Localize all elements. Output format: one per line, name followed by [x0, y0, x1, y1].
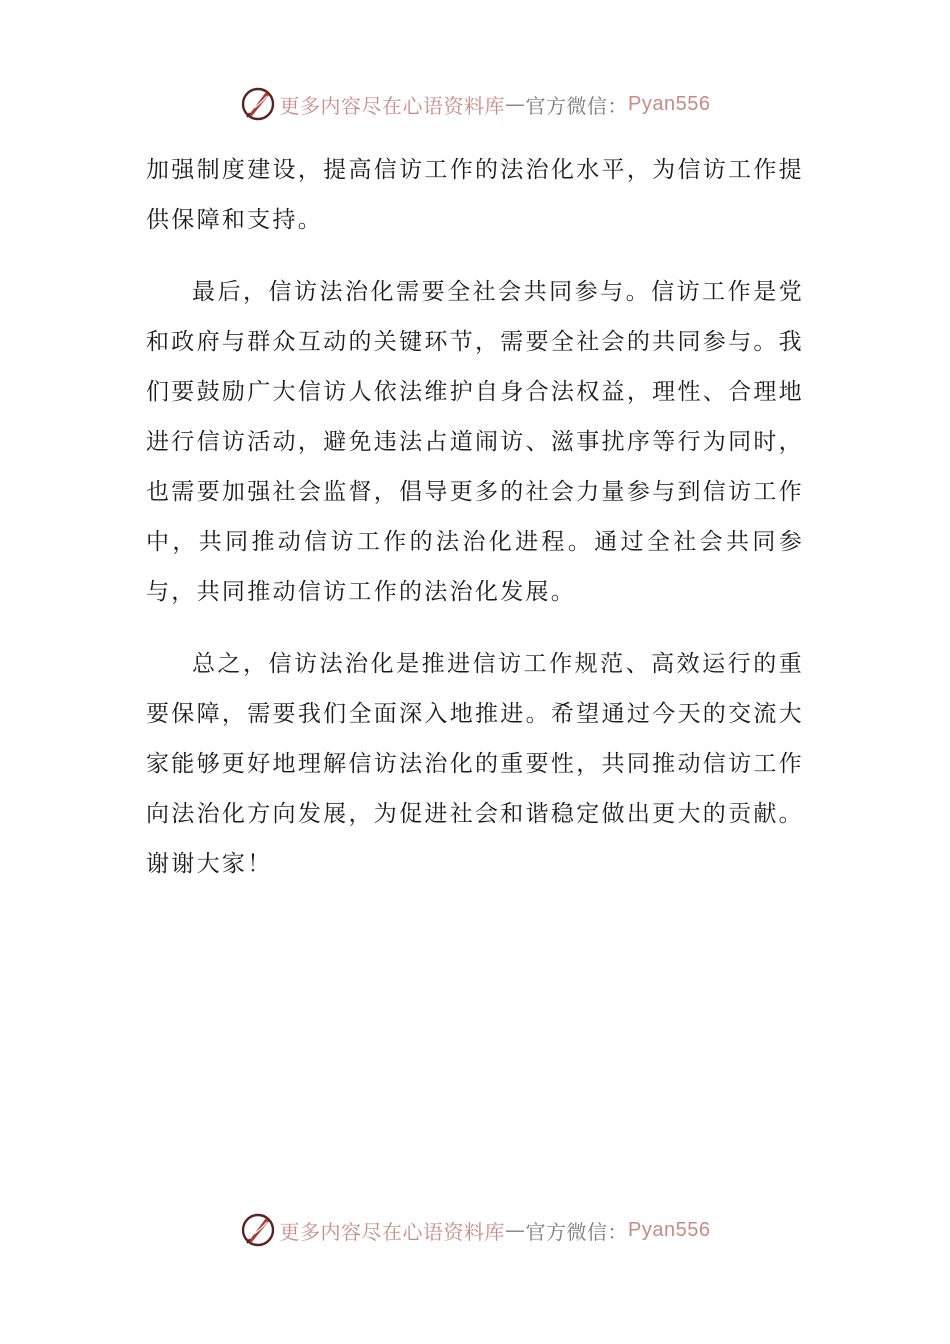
- header-contact-label: 官方微信：: [525, 93, 629, 118]
- footer-contact-id: Pyan556: [628, 1218, 711, 1241]
- footer-contact-label: 官方微信：: [525, 1219, 629, 1244]
- footer-text: [280, 1216, 711, 1245]
- quill-pen-circle-icon: [240, 1212, 276, 1248]
- document-body: [146, 145, 804, 889]
- footer-brand: 更多内容尽在心语资料库: [279, 1219, 506, 1244]
- header-separator: —: [505, 92, 526, 116]
- header-text: [280, 90, 711, 119]
- quill-pen-circle-icon: [240, 86, 276, 122]
- footer-separator: —: [505, 1218, 526, 1242]
- body-paragraph-3: 总之，信访法治化是推进信访工作规范、高效运行的重要保障，需要我们全面深入地推进。希望通过今天的交流大家能够更好地理解信访法治化的重要性，共同推动信访工作向法治化方向发展，为促进社会和谐稳定做出更大的贡献。谢谢大家！: [146, 651, 804, 877]
- body-paragraph-1: 加强制度建设，提高信访工作的法治化水平，为信访工作提供保障和支持。: [146, 157, 804, 233]
- footer-banner: [0, 1208, 950, 1252]
- body-paragraph-2: 最后，信访法治化需要全社会共同参与。信访工作是党和政府与群众互动的关键环节，需要全社会的共同参与。我们要鼓励广大信访人依法维护自身合法权益，理性、合理地进行信访活动，避免违法占道闹访、滋事扰序等行为同时，也需要加强社会监督，倡导更多的社会力量参与到信访工作中，共同推动信访工作的法治化进程。通过全社会共同参与，共同推动信访工作的法治化发展。: [146, 279, 804, 605]
- header-brand: 更多内容尽在心语资料库: [279, 93, 506, 118]
- header-banner: [0, 82, 950, 126]
- header-contact-id: Pyan556: [628, 92, 711, 115]
